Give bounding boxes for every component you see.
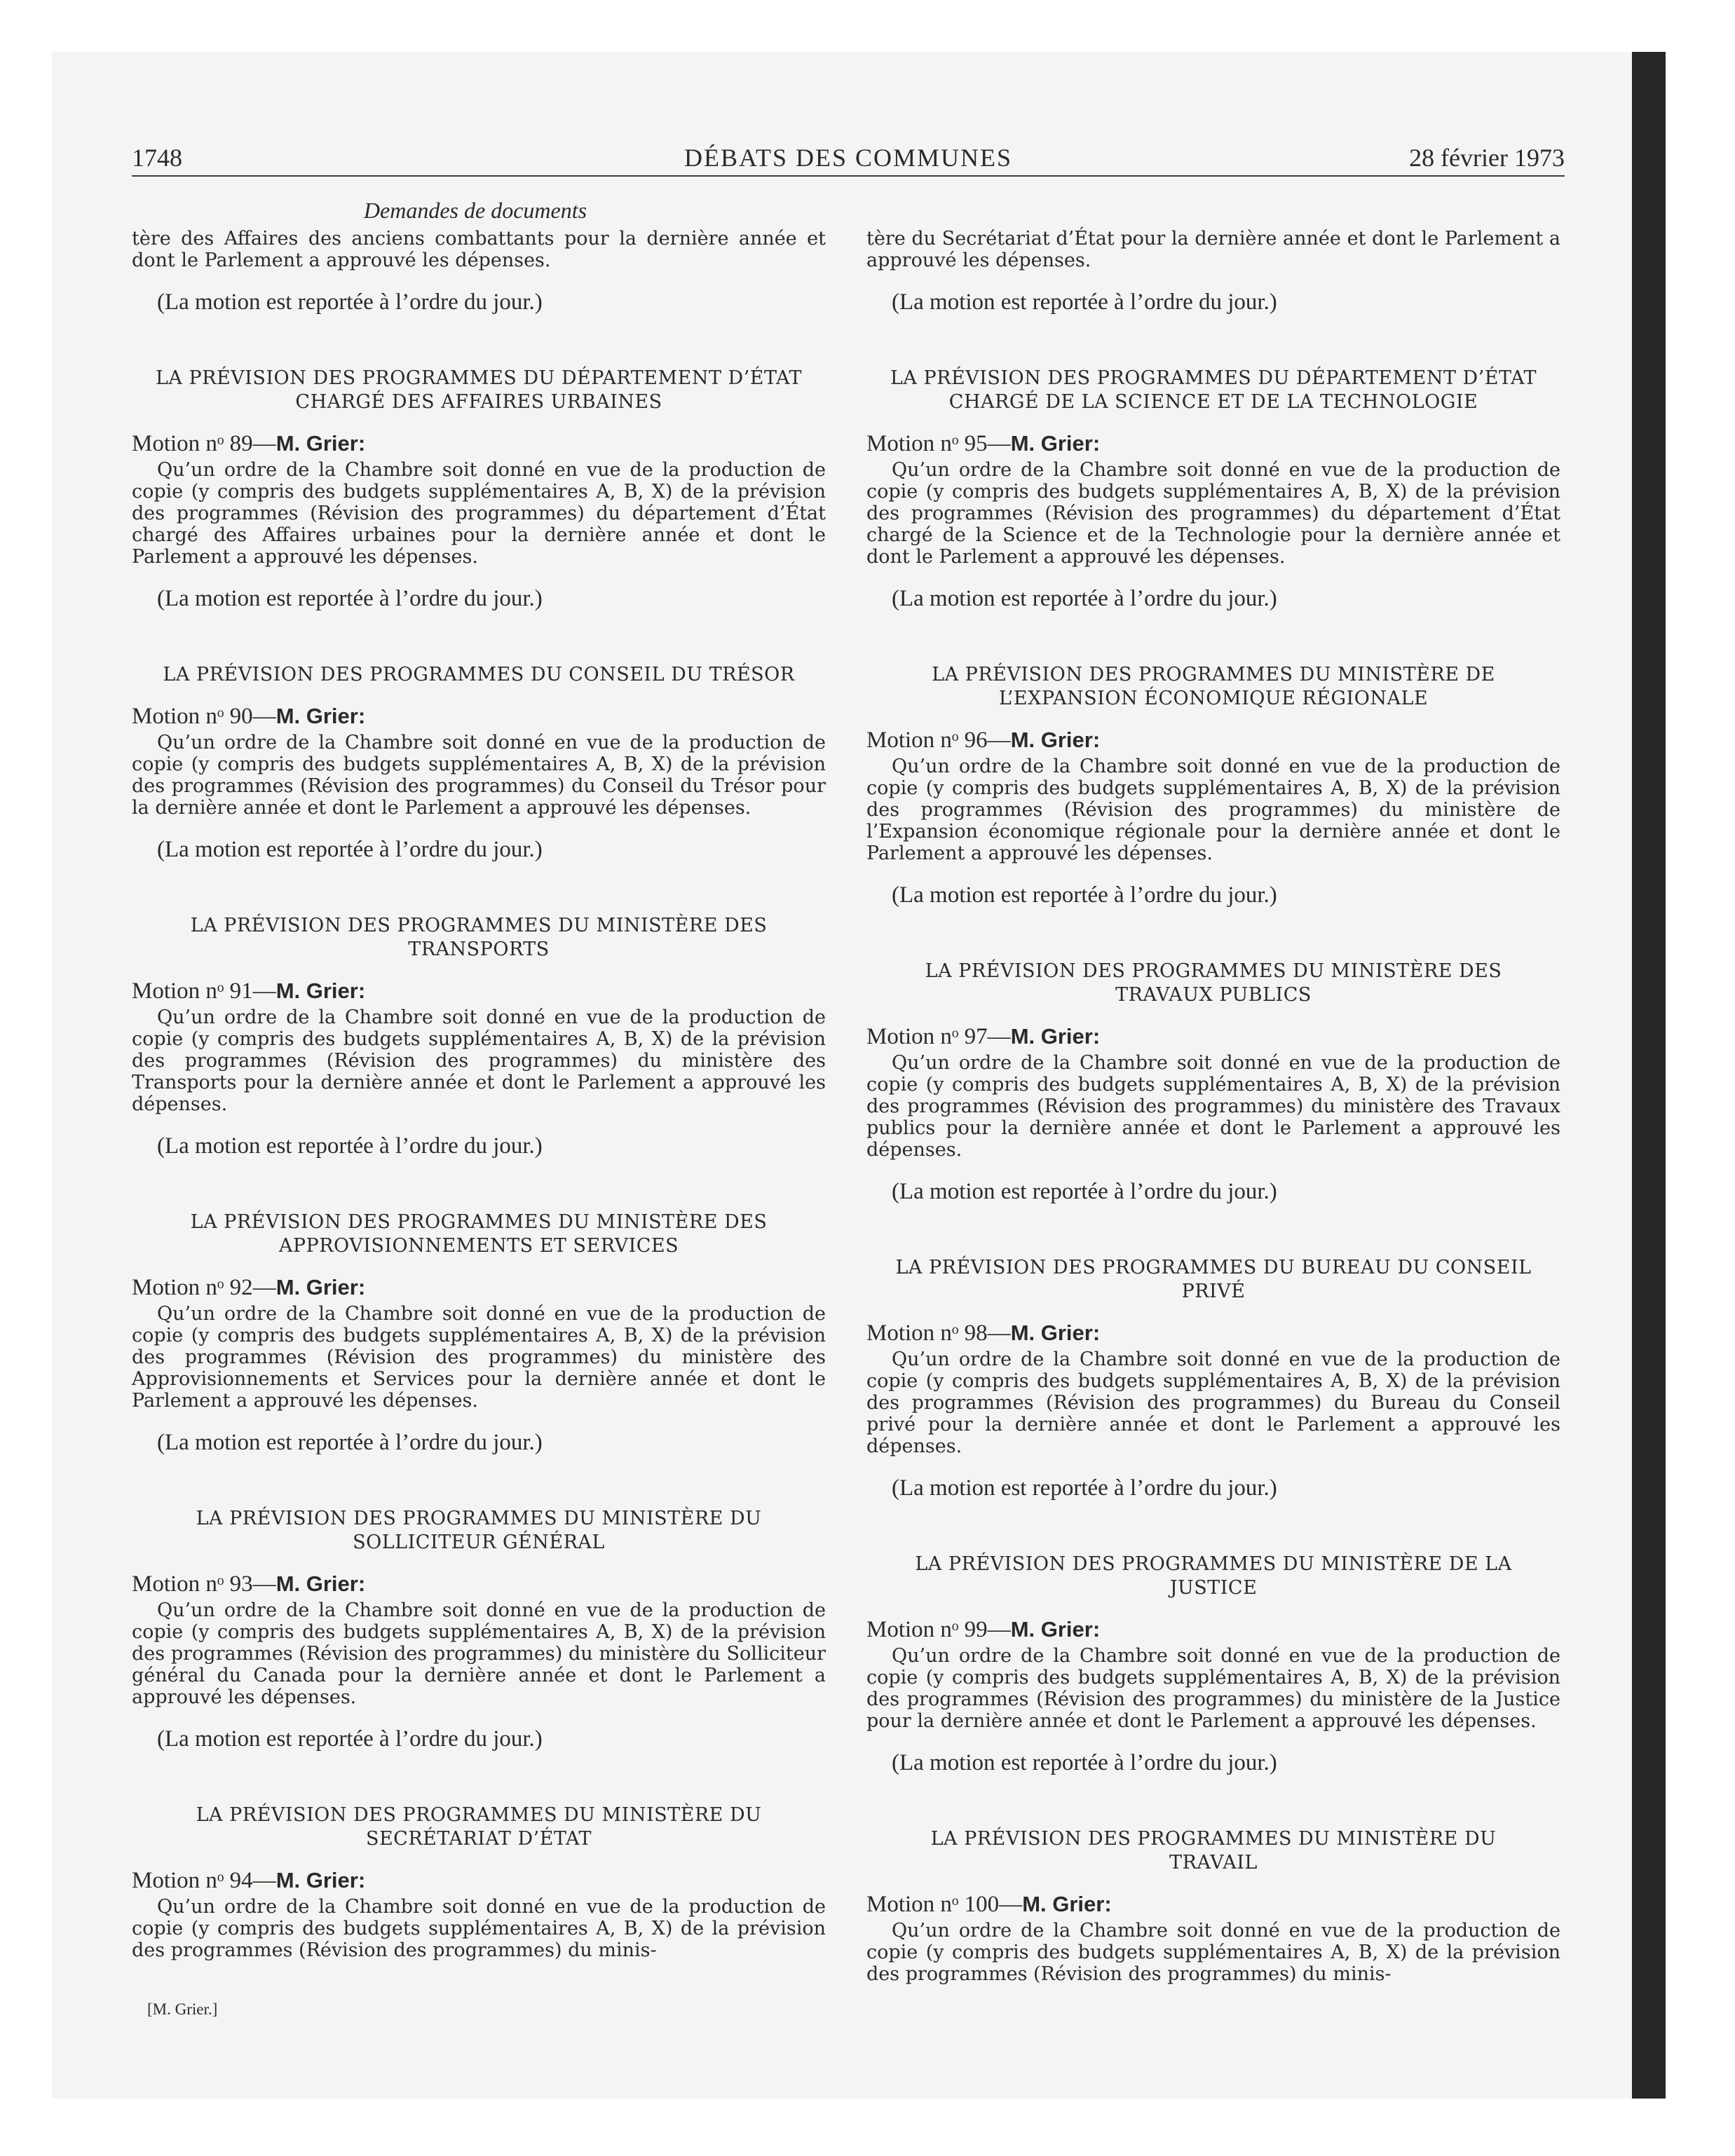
motion-section (866, 663, 1560, 908)
motion-mover: M. Grier: (275, 704, 366, 728)
motion-text: Qu’un ordre de la Chambre soit donné en vue de la production de copie (y compris des budgets supplémentaires A, B, X) de la prévision des programmes (Révision des programmes) du Bureau du Conseil privé pour la dernière année et dont le Parlement a approuvé les dépenses. (866, 1349, 1560, 1457)
motion-outcome: (La motion est reportée à l’ordre du jour.) (157, 289, 543, 315)
left-column (132, 228, 826, 1961)
motion-number: Motion nᵒ 94— (132, 1868, 276, 1893)
motion-mover: M. Grier: (1010, 1617, 1101, 1642)
right-column (866, 228, 1560, 1985)
motion-outcome: (La motion est reportée à l’ordre du jour.) (157, 1726, 543, 1752)
motion-line (866, 1892, 1560, 1917)
motion-outcome: (La motion est reportée à l’ordre du jour.) (892, 289, 1277, 315)
motion-outcome: (La motion est reportée à l’ordre du jour.) (892, 882, 1277, 908)
section-heading: LA PRÉVISION DES PROGRAMMES DU BUREAU DU CONSEIL PRIVÉ (895, 1257, 1532, 1302)
section-heading: LA PRÉVISION DES PROGRAMMES DU DÉPARTEMENT D’ÉTAT CHARGÉ DES AFFAIRES URBAINES (155, 367, 803, 413)
motion-mover: M. Grier: (1010, 1321, 1101, 1345)
footer-speaker-note: [M. Grier.] (147, 2000, 218, 2018)
motion-outcome: (La motion est reportée à l’ordre du jour.) (157, 1133, 543, 1159)
continuation-text: tère du Secrétariat d’État pour la dernière année et dont le Parlement a approuvé les dépenses. (866, 228, 1560, 271)
motion-section (866, 367, 1560, 611)
motion-section (132, 914, 826, 1159)
section-heading: LA PRÉVISION DES PROGRAMMES DU MINISTÈRE DE LA JUSTICE (915, 1553, 1512, 1599)
motion-outcome: (La motion est reportée à l’ordre du jour.) (892, 1179, 1277, 1204)
motion-line (132, 978, 826, 1004)
motion-section (866, 1256, 1560, 1501)
binding-edge (1632, 52, 1666, 2099)
motion-text: Qu’un ordre de la Chambre soit donné en vue de la production de copie (y compris des budgets supplémentaires A, B, X) de la prévision des programmes (Révision des programmes) du ministère des Transports pour la dernière année et dont le Parlement a approuvé les dépenses. (132, 1007, 826, 1115)
motion-mover: M. Grier: (275, 1275, 366, 1299)
motion-mover: M. Grier: (275, 1571, 366, 1596)
motion-text: Qu’un ordre de la Chambre soit donné en vue de la production de copie (y compris des budgets supplémentaires A, B, X) de la prévision des programmes (Révision des programmes) du ministère des Travaux publics pour la dernière année et dont le Parlement a approuvé les dépenses. (866, 1052, 1560, 1161)
motion-line (866, 1024, 1560, 1049)
motion-number: Motion nᵒ 99— (866, 1617, 1011, 1642)
motion-outcome: (La motion est reportée à l’ordre du jour.) (892, 1475, 1277, 1501)
motion-text: Qu’un ordre de la Chambre soit donné en vue de la production de copie (y compris des budgets supplémentaires A, B, X) de la prévision des programmes (Révision des programmes) du ministère des Approvisionnements et Services pour la dernière année et dont le Parlement a approuvé les dépenses. (132, 1303, 826, 1412)
motion-section (132, 1507, 826, 1752)
section-heading: LA PRÉVISION DES PROGRAMMES DU MINISTÈRE DE L’EXPANSION ÉCONOMIQUE RÉGIONALE (932, 664, 1495, 709)
motion-line (866, 1321, 1560, 1346)
motion-number: Motion nᵒ 89— (132, 431, 276, 456)
motion-section (866, 1553, 1560, 1775)
motion-mover: M. Grier: (275, 431, 366, 456)
motion-mover: M. Grier: (1010, 431, 1101, 456)
motion-number: Motion nᵒ 96— (866, 728, 1011, 753)
motion-mover: M. Grier: (275, 978, 366, 1003)
motion-section (866, 960, 1560, 1204)
motion-line (132, 704, 826, 729)
section-heading: LA PRÉVISION DES PROGRAMMES DU DÉPARTEMENT D’ÉTAT CHARGÉ DE LA SCIENCE ET DE LA TECHNOLOGIE (890, 367, 1537, 413)
motion-line (132, 431, 826, 456)
motion-outcome: (La motion est reportée à l’ordre du jour.) (892, 586, 1277, 611)
section-heading: LA PRÉVISION DES PROGRAMMES DU MINISTÈRE DU SECRÉTARIAT D’ÉTAT (196, 1804, 762, 1850)
motion-outcome: (La motion est reportée à l’ordre du jour.) (157, 1430, 543, 1455)
motion-text: Qu’un ordre de la Chambre soit donné en vue de la production de copie (y compris des budgets supplémentaires A, B, X) de la prévision des programmes (Révision des programmes) du minis- (132, 1896, 826, 1961)
motion-section (132, 1210, 826, 1455)
motion-mover: M. Grier: (1010, 728, 1101, 752)
motion-line (132, 1275, 826, 1300)
motion-text: Qu’un ordre de la Chambre soit donné en vue de la production de copie (y compris des budgets supplémentaires A, B, X) de la prévision des programmes (Révision des programmes) du ministère de l’Expansion économique régionale pour la dernière année et dont le Parlement a approuvé les dépenses. (866, 756, 1560, 864)
motion-section (132, 367, 826, 611)
page-number: 1748 (132, 144, 182, 172)
motion-number: Motion nᵒ 91— (132, 978, 276, 1004)
section-heading: LA PRÉVISION DES PROGRAMMES DU MINISTÈRE DU TRAVAIL (930, 1828, 1497, 1874)
motion-line (132, 1868, 826, 1893)
page-header (132, 139, 1565, 177)
motion-section (132, 1803, 826, 1961)
motion-mover: M. Grier: (1010, 1024, 1101, 1049)
motion-text: Qu’un ordre de la Chambre soit donné en vue de la production de copie (y compris des budgets supplémentaires A, B, X) de la prévision des programmes (Révision des programmes) du ministère de la Justice pour la dernière année et dont le Parlement a approuvé les dépenses. (866, 1645, 1560, 1732)
motion-mover: M. Grier: (275, 1868, 366, 1892)
motion-outcome: (La motion est reportée à l’ordre du jour.) (892, 1750, 1277, 1775)
motion-line (866, 728, 1560, 753)
page-date: 28 février 1973 (1409, 144, 1565, 172)
motion-number: Motion nᵒ 95— (866, 431, 1011, 456)
section-heading: LA PRÉVISION DES PROGRAMMES DU MINISTÈRE DES TRAVAUX PUBLICS (925, 960, 1502, 1006)
motion-number: Motion nᵒ 98— (866, 1321, 1011, 1346)
motion-text: Qu’un ordre de la Chambre soit donné en vue de la production de copie (y compris des budgets supplémentaires A, B, X) de la prévision des programmes (Révision des programmes) du minis- (866, 1920, 1560, 1985)
motion-text: Qu’un ordre de la Chambre soit donné en vue de la production de copie (y compris des budgets supplémentaires A, B, X) de la prévision des programmes (Révision des programmes) du département d’État chargé de la Science et de la Technologie pour la dernière année et dont le Parlement a approuvé les dépenses. (866, 459, 1560, 568)
motion-text: Qu’un ordre de la Chambre soit donné en vue de la production de copie (y compris des budgets supplémentaires A, B, X) de la prévision des programmes (Révision des programmes) du département d’État chargé des Affaires urbaines pour la dernière année et dont le Parlement a approuvé les dépenses. (132, 459, 826, 568)
motion-section (132, 663, 826, 862)
section-heading: LA PRÉVISION DES PROGRAMMES DU MINISTÈRE DES TRANSPORTS (190, 915, 768, 960)
motion-number: Motion nᵒ 92— (132, 1275, 276, 1300)
section-heading: LA PRÉVISION DES PROGRAMMES DU MINISTÈRE DU SOLLICITEUR GÉNÉRAL (196, 1508, 762, 1553)
motion-line (132, 1571, 826, 1597)
motion-line (866, 1617, 1560, 1642)
motion-line (866, 431, 1560, 456)
section-heading: LA PRÉVISION DES PROGRAMMES DU MINISTÈRE DES APPROVISIONNEMENTS ET SERVICES (190, 1211, 768, 1257)
continuation-text: tère des Affaires des anciens combattants pour la dernière année et dont le Parlement a approuvé les dépenses. (132, 228, 826, 271)
motion-text: Qu’un ordre de la Chambre soit donné en vue de la production de copie (y compris des budgets supplémentaires A, B, X) de la prévision des programmes (Révision des programmes) du ministère du Solliciteur général du Canada pour la dernière année et dont le Parlement a approuvé les dépenses. (132, 1599, 826, 1708)
running-head: Demandes de documents (363, 198, 587, 223)
motion-number: Motion nᵒ 100— (866, 1892, 1023, 1917)
motion-outcome: (La motion est reportée à l’ordre du jour.) (157, 586, 543, 611)
motion-outcome: (La motion est reportée à l’ordre du jour.) (157, 837, 543, 862)
motion-number: Motion nᵒ 93— (132, 1571, 276, 1597)
motion-text: Qu’un ordre de la Chambre soit donné en vue de la production de copie (y compris des budgets supplémentaires A, B, X) de la prévision des programmes (Révision des programmes) du Conseil du Trésor pour la dernière année et dont le Parlement a approuvé les dépenses. (132, 732, 826, 819)
section-heading: LA PRÉVISION DES PROGRAMMES DU CONSEIL DU TRÉSOR (163, 664, 795, 685)
motion-section (866, 1827, 1560, 1985)
motion-number: Motion nᵒ 90— (132, 704, 276, 729)
motion-mover: M. Grier: (1022, 1892, 1112, 1916)
publication-title: DÉBATS DES COMMUNES (683, 144, 1013, 172)
motion-number: Motion nᵒ 97— (866, 1024, 1011, 1049)
